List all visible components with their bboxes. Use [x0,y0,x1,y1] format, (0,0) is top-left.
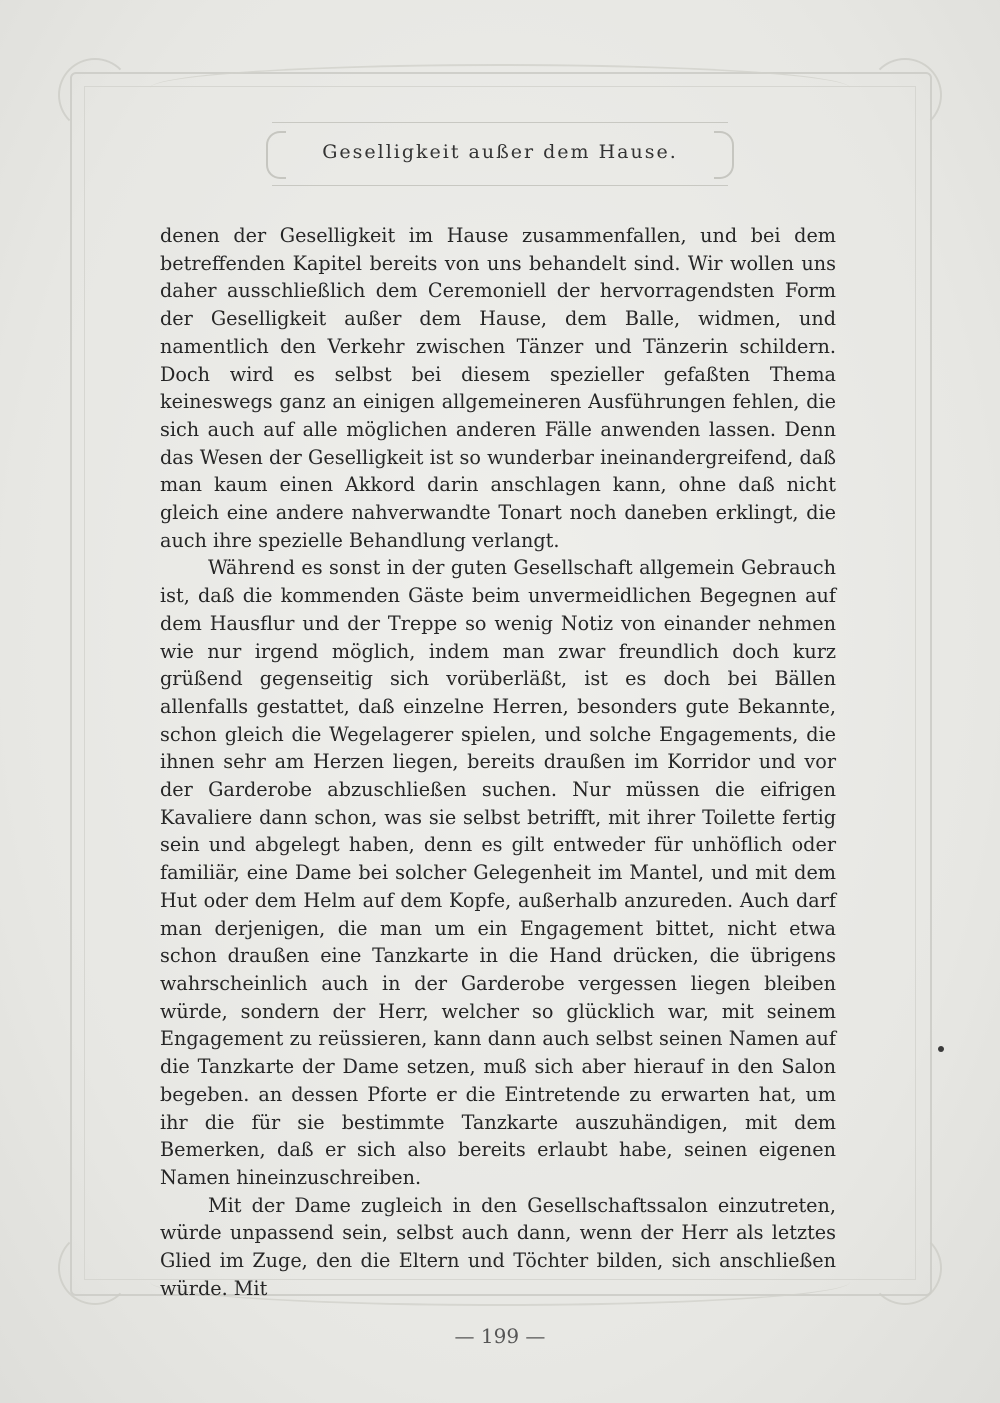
corner-ornament-top-left [58,58,132,132]
ink-speck [938,1046,944,1052]
body-text [160,222,836,1302]
scrollwork-top [150,64,850,88]
page-number: — 199 — [454,1324,546,1348]
paragraph: Mit der Dame zugleich in den Gesellschaftssalon einzutreten, würde unpassend sein, selbst auch dann, wenn der Herr als letztes Glied im Zuge, den die Eltern und Töchter bilden, sich anschließen würde. Mit [160,1193,836,1300]
paragraph: Während es sonst in der guten Gesellschaft allgemein Gebrauch ist, daß die kommenden Gäste beim unvermeidlichen Begegnen auf dem Hausflur und der Treppe so wenig Notiz von einander nehmen wie nur irgend möglich, indem man zwar freundlich doch kurz grüßend gegenseitig sich vorüberläßt, ist es doch bei Bällen allenfalls gestattet, daß einzelne Herren, besonders gute Bekannte, schon gleich die Wegelagerer spielen, und solche Engagements, die ihnen sehr am Herzen liegen, bereits draußen im Korridor und vor der Garderobe abzuschließen suchen. Nur müssen die eifrigen Kavaliere dann schon, was sie selbst betrifft, mit ihrer Toilette fertig sein und abgelegt haben, denn es gilt entweder für unhöflich oder familiär, eine Dame bei solcher Gelegenheit im Mantel, und mit dem Hut oder dem Helm auf dem Kopfe, außerhalb anzureden. Auch darf man derjenigen, die man um ein Engagement bittet, nicht etwa schon draußen eine Tanzkarte in die Hand drücken, die übrigens wahrscheinlich auch in der Garderobe vergessen liegen bleiben würde, sondern der Herr, welcher so glücklich war, mit seinem Engagement zu reüssieren, kann dann auch selbst seinen Namen auf die Tanzkarte der Dame setzen, muß sich aber hierauf in den Salon begeben. an dessen Pforte er die Eintretende zu erwarten hat, um ihr die für sie bestimmte Tanzkarte auszuhändigen, mit dem Bemerken, daß er sich also bereits erlaubt habe, seinen eigenen Namen hineinzuschreiben. [160,556,836,1189]
paragraph: denen der Geselligkeit im Hause zusammenfallen, und bei dem betreffenden Kapitel bereits von uns behandelt sind. Wir wollen uns daher ausschließlich dem Ceremoniell der hervorragendsten Form der Geselligkeit außer dem Hause, dem Balle, widmen, und namentlich den Verkehr zwischen Tänzer und Tänzerin schildern. Doch wird es selbst bei diesem spezieller gefaßten Thema keineswegs ganz an einigen allgemeineren Ausführungen fehlen, die sich auch auf alle möglichen anderen Fälle anwenden lassen. Denn das Wesen der Geselligkeit ist so wunderbar ineinandergreifend, daß man kaum einen Akkord darin anschlagen kann, ohne daß nicht gleich eine andere nahverwandte Tonart noch daneben erklingt, die auch ihre spezielle Behandlung verlangt. [160,224,836,552]
corner-ornament-top-right [868,58,942,132]
corner-ornament-bottom-left [58,1231,132,1305]
running-head: Geselligkeit außer dem Hause. [322,141,678,163]
corner-ornament-bottom-right [868,1231,942,1305]
